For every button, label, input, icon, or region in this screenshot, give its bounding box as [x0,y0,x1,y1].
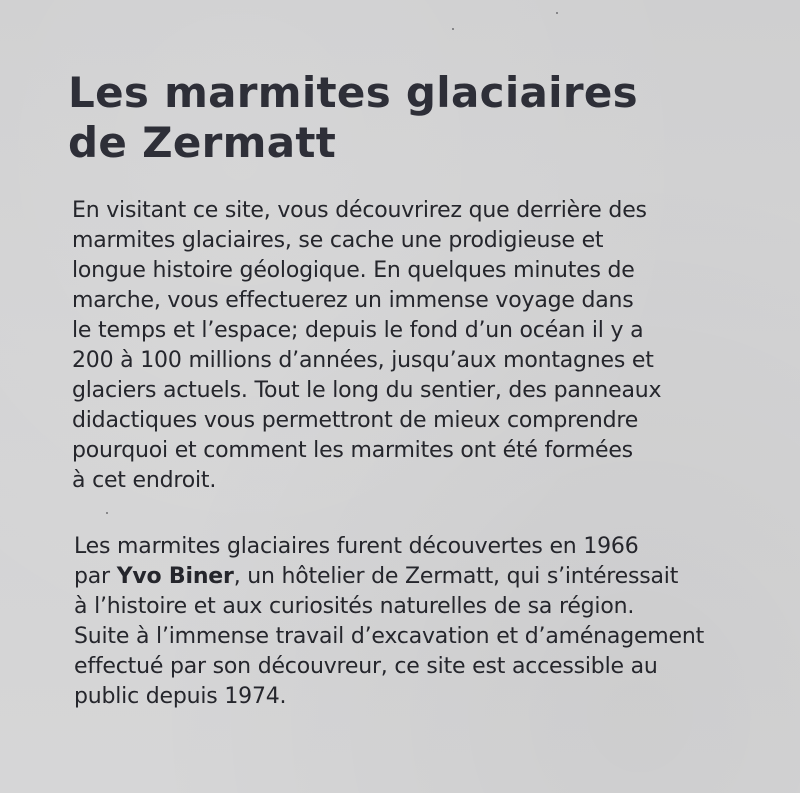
text-line: glaciers actuels. Tout le long du sentier, des panneaux [72,378,662,403]
text-line: 200 à 100 millions d’années, jusqu’aux montagnes et [72,348,654,373]
surface-speck [452,28,454,30]
history-paragraph [74,532,774,712]
sign-title-line: de Zermatt [68,118,337,167]
text-fragment: , un hôtelier de Zermatt, qui s’intéressait [233,564,679,589]
text-line: public depuis 1974. [74,684,287,709]
text-line: didactiques vous permettront de mieux comprendre [72,408,639,433]
intro-paragraph [72,196,772,496]
text-line: marche, vous effectuerez un immense voyage dans [72,288,634,313]
text-line: Les marmites glaciaires furent découvertes en 1966 [74,534,639,559]
sign-title [68,68,768,168]
text-line: marmites glaciaires, se cache une prodigieuse et [72,228,604,253]
text-line: En visitant ce site, vous découvrirez que derrière des [72,198,647,223]
text-fragment: par [74,564,117,589]
text-line: à l’histoire et aux curiosités naturelles de sa région. [74,594,635,619]
surface-speck [106,512,108,514]
discoverer-name: Yvo Biner [116,564,234,589]
text-line: à cet endroit. [72,468,217,493]
surface-speck [556,12,558,14]
text-line: longue histoire géologique. En quelques minutes de [72,258,635,283]
text-line: effectué par son découvreur, ce site est accessible au [74,654,658,679]
text-line: le temps et l’espace; depuis le fond d’un océan il y a [72,318,644,343]
sign-title-line: Les marmites glaciaires [68,68,638,117]
text-line: pourquoi et comment les marmites ont été formées [72,438,633,463]
text-line-with-name [74,562,774,592]
text-line: Suite à l’immense travail d’excavation et d’aménagement [74,624,705,649]
